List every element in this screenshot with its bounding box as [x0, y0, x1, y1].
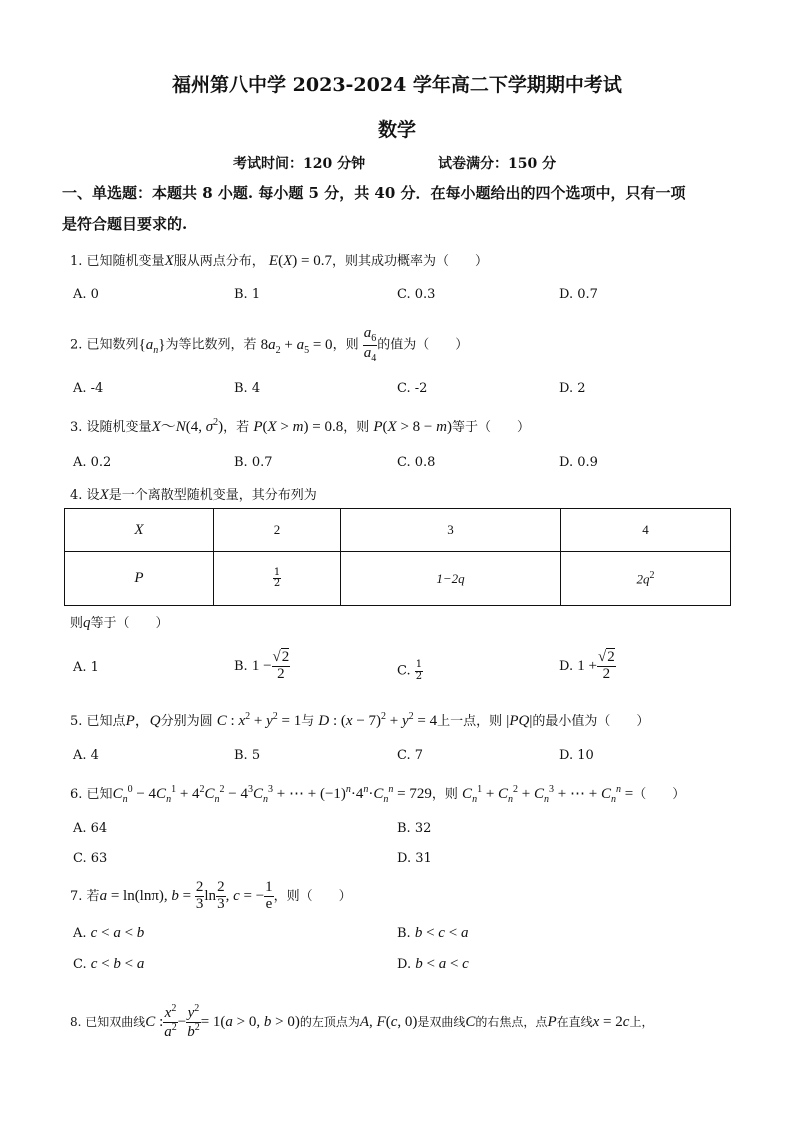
question-3: 3. 设随机变量X～N(4, $\sigma^2$)，若 P(X > m) = 0.8，则 P(X > 8 − m)等于（ ）	[70, 417, 530, 435]
q1-option-d[interactable]: D. 0.7	[559, 287, 598, 302]
q5-option-c[interactable]: C. 7	[397, 748, 424, 763]
q4-option-b[interactable]: B. 1 − $\frac{√2}{2}$	[234, 649, 290, 682]
question-1: 1. 已知随机变量X服从两点分布， E(X) = 0.7，则其成功概率为（ ）	[70, 253, 488, 269]
q1-option-c[interactable]: C. 0.3	[397, 287, 436, 302]
q4-option-a[interactable]: A. 1	[73, 660, 99, 675]
table-cell: X	[65, 509, 214, 552]
q4-option-d[interactable]: D. 1 + $\frac{√2}{2}$	[559, 649, 615, 682]
q2-option-b[interactable]: B. 4	[234, 381, 261, 396]
question-4: 4. 设X是一个离散型随机变量，其分布列为	[70, 487, 317, 503]
q3-option-d[interactable]: D. 0.9	[559, 455, 598, 470]
q7-option-c[interactable]: C. c < b < a	[73, 956, 145, 972]
question-5: 5. 已知点P，Q分别为圆 C : $x^2 + y^2 = 1$与 D : $(x - 7)^2 + y^2 = 4$上一点，则 |PQ|的最小值为（ ）	[70, 711, 650, 729]
q4-option-c[interactable]: C. $\frac{1}{2}$	[397, 659, 423, 682]
q2-option-c[interactable]: C. -2	[397, 381, 428, 396]
question-6: 6. 已知$C_n^0 - 4C_n^1 + 4^2C_n^2 - 4^3C_n^3$ + ⋯ + $(-1)^n\cdot 4^n\cdot C_n^n = 729$，则 $C_n^1 + C_n^2 + C_n^3$ + ⋯ + $C_n^n$ =（ ）	[70, 784, 686, 805]
table-cell: $\frac{1}{2}$	[214, 552, 341, 606]
q6-option-b[interactable]: B. 32	[397, 821, 432, 836]
table-cell: 1−2q	[341, 552, 561, 606]
table-cell: 4	[561, 509, 731, 552]
q3-option-a[interactable]: A. 0.2	[73, 455, 112, 470]
q2-option-a[interactable]: A. -4	[73, 381, 104, 396]
distribution-table	[64, 508, 731, 606]
question-4-prompt: 则q等于（ ）	[70, 615, 169, 631]
question-8: 8. 已知双曲线C : $\frac{x^2}{a^2}$ − $\frac{y^2}{b^2}$ = 1(a > 0, b > 0)的左顶点为A, F(c, 0)是双曲线C的右焦点，点P在直线x = 2c上，	[70, 1003, 654, 1040]
subject-title: 数学	[377, 119, 416, 141]
q1-option-b[interactable]: B. 1	[234, 287, 261, 302]
section-heading-line2: 是符合题目要求的.	[62, 215, 188, 233]
q7-option-b[interactable]: B. b < c < a	[397, 925, 469, 941]
q3-option-b[interactable]: B. 0.7	[234, 455, 273, 470]
table-cell: $2q^2$	[561, 552, 731, 606]
q1-option-a[interactable]: A. 0	[73, 287, 99, 302]
table-cell: 3	[341, 509, 561, 552]
q5-option-a[interactable]: A. 4	[73, 748, 99, 763]
q6-option-c[interactable]: C. 63	[73, 851, 108, 866]
q5-option-d[interactable]: D. 10	[559, 748, 594, 763]
question-7: 7. 若a = ln(lnπ), b = $\frac{2}{3}$ ln $\frac{2}{3}$ , c = − $\frac{1}{e}$ ，则（ ）	[70, 879, 352, 912]
q2-option-d[interactable]: D. 2	[559, 381, 586, 396]
q6-option-a[interactable]: A. 64	[73, 821, 108, 836]
exam-time: 考试时间：120 分钟	[233, 156, 366, 172]
table-cell: P	[65, 552, 214, 606]
q7-option-d[interactable]: D. b < a < c	[397, 956, 469, 972]
section-heading-line1: 一、单选题：本题共 8 小题. 每小题 5 分，共 40 分．在每小题给出的四个选项中，只有一项	[62, 184, 686, 202]
q5-option-b[interactable]: B. 5	[234, 748, 261, 763]
q6-option-d[interactable]: D. 31	[397, 851, 432, 866]
exam-title: 福州第八中学 2023-2024 学年高二下学期期中考试	[172, 74, 622, 96]
table-cell: 2	[214, 509, 341, 552]
exam-score: 试卷满分：150 分	[438, 156, 557, 172]
q7-option-a[interactable]: A. c < a < b	[73, 925, 145, 941]
question-2: 2. 已知数列$\{a_n\}$为等比数列，若 $8a_2 + a_5 = 0$，则 $\frac{a_6}{a_4}$ 的值为（ ）	[70, 325, 469, 364]
q3-option-c[interactable]: C. 0.8	[397, 455, 436, 470]
